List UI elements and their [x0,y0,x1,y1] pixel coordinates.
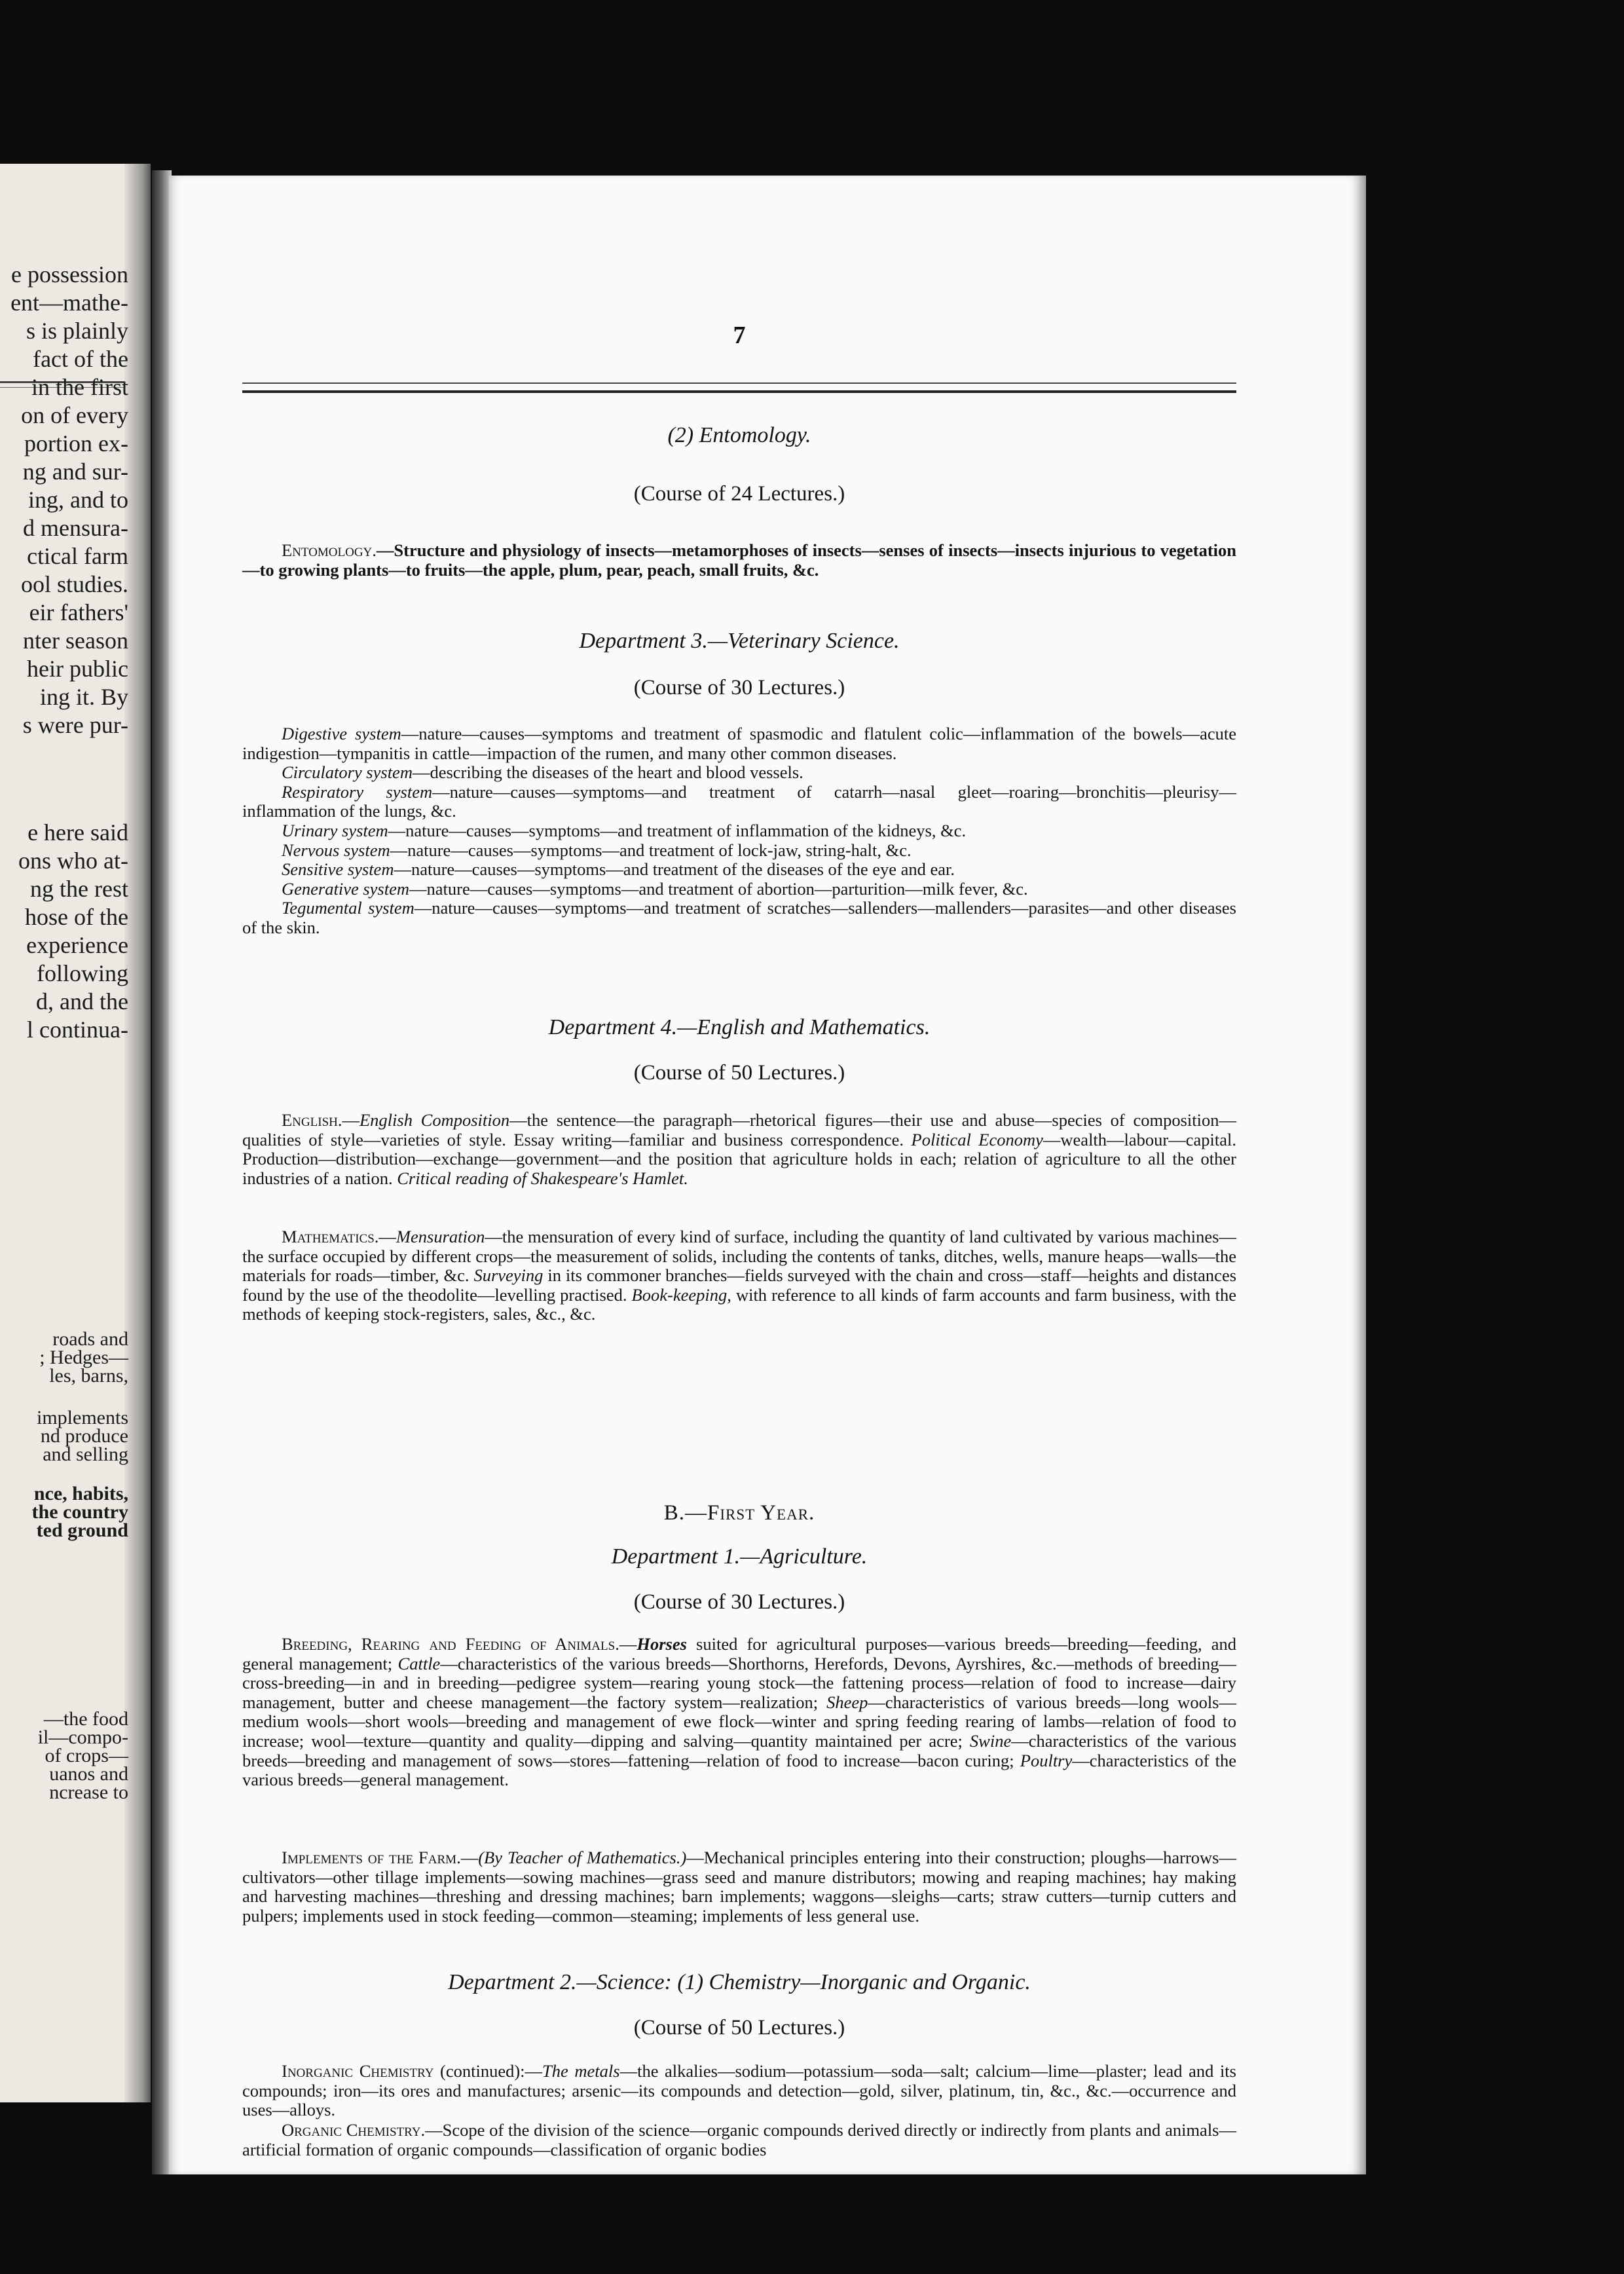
left-page-line: ons who at- [18,848,128,874]
english-text-composition: —the sentence—the paragraph—rhetorical figures—their use and abuse—species of composition—qualities of style—varieties of style. Essay writing—familiar and business correspondence. [242,1110,1236,1149]
organic-lead: Organic Chemistry. [282,2120,426,2140]
left-page-line: following [37,960,128,986]
left-page-line: hose of the [25,904,128,930]
dept3-item-term: Tegumental system [282,898,415,918]
left-page-line: fact of the [33,346,128,372]
left-page-line: ng and sur- [22,458,128,485]
implements-text: —Mechanical principles entering into their construction; ploughs—harrows—cultivators—other tillage implements—sowing machines—grass seed and manure distributors; mowing and reaping machines; hay making and harvesting machines—threshing and dressing machines; barn implements; waggons—sleighs—carts; straw cutters—turnip cutters and pulpers; implements used in stock feeding—common—steaming; implements of less general use. [242,1848,1236,1926]
dept3-item-text: —describing the diseases of the heart and blood vessels. [412,762,803,783]
dept3-item-text: —nature—causes—symptoms—and treatment of scratches—sallenders—mallenders—parasites—and other diseases of the skin. [242,898,1236,937]
organic-text: —Scope of the division of the science—organic compounds derived directly or indirectly from plants and animals—artificial formation of organic compounds—classification of organic bodies [242,2120,1236,2159]
math-text-mensuration: —the mensuration of every kind of surface, including the quantity of land cultivated by various machines—the surface occupied by different crops—the measurement of solids, including the contents of tanks, ditches, wells, manure heaps—walls—the materials for roads—timber, &c. [242,1227,1236,1286]
implements-note: (By Teacher of Mathematics.) [478,1848,687,1867]
inorganic-term-metals: The metals [542,2061,620,2081]
dept3-list [242,724,1236,938]
left-page-fragment [0,164,151,2102]
english-paragraph: English.—English Composition—the sentence—the paragraph—rhetorical figures—their use and abuse—species of composition—qualities of style—varieties of style. Essay writing—familiar and business correspondence. Political Economy—wealth—labour—capital. Production—distribution—exchange—government—and the position that agriculture holds in each; relation of agriculture to all the other industries of a nation. Critical reading of Shakespeare's Hamlet. [242,1110,1236,1188]
english-term-composition: English Composition [359,1110,510,1130]
breeding-text-1: suited for agricultural purposes—various breeds—breeding—feeding, and general management; [242,1634,1237,1673]
left-page-line: ng the rest [30,876,128,902]
dept3-item-term: Circulatory system [282,762,413,783]
dept3-item [242,880,1236,899]
left-page-line: eir fathers' [29,599,128,625]
breeding-sheep: Sheep [826,1692,868,1712]
dept3-item-text: —nature—causes—symptoms—and treatment of inflammation of the kidneys, &c. [388,820,967,840]
left-page-line: —the food [43,1708,128,1730]
implements-paragraph: Implements of the Farm.—(By Teacher of Mathematics.)—Mechanical principles entering into their construction; ploughs—harrows—cultivators—other tillage implements—sowing machines—grass seed and manure distributors; mowing and reaping machines; hay making and harvesting machines—threshing and dressing machines; barn implements; waggons—sleighs—carts; straw cutters—turnip cutters and pulpers; implements used in stock feeding—common—steaming; implements of less general use. [242,1848,1236,1926]
chemistry-course: (Course of 50 Lectures.) [633,2016,845,2040]
breeding-text-4: —characteristics of the various breeds—breeding and management of sows—stores—fattening—relation of food to increase—bacon curing; [242,1730,1237,1770]
breeding-text-5: —characteristics of the various breeds—general management. [242,1750,1237,1790]
left-page-line: s is plainly [26,318,128,344]
left-page-line: of crops— [45,1745,128,1766]
dept4-course: (Course of 50 Lectures.) [633,1061,845,1085]
left-page-line: nd produce [40,1425,128,1447]
english-lead: English. [282,1110,342,1130]
implements-lead: Implements of the Farm. [282,1848,461,1867]
left-page-line: e possession [11,261,128,288]
dept3-item-text: —nature—causes—symptoms—and treatment of the diseases of the eye and ear. [394,859,955,880]
breeding-horses: Horses [637,1634,687,1654]
left-page-line: l continua- [27,1016,128,1043]
dept3-item [242,763,1236,783]
entomology-course: (Course of 24 Lectures.) [633,482,845,506]
first-year-heading-text: B.—First Year. [663,1501,815,1525]
breeding-paragraph: Breeding, Rearing and Feeding of Animals.—Horses suited for agricultural purposes—various breeds—breeding—feeding, and general management; Cattle—characteristics of the various breeds—Shorthorns, Herefords, Devons, Ayrshires, &c.—methods of breeding—cross-breeding—in and in breeding—pedigree system—rearing young stock—the fattening process—relation of food to increase—dairy management, butter and cheese management—the factory system—realization; Sheep—characteristics of various breeds—long wools—medium wools—short wools—breeding and management of ewe flock—winter and spring feeding rearing of lambs—relation of food to increase; wool—texture—quantity and quality—dipping and salving—quantity maintained per acre; Swine—characteristics of the various breeds—breeding and management of sows—stores—fattening—relation of food to increase—bacon curing; Poultry—characteristics of the various breeds—general management. [242,1634,1237,1790]
left-page-line: heir public [27,656,128,682]
entomology-lead: Entomology. [282,540,377,560]
dept3-item-term: Digestive system [282,724,401,743]
left-page-line: ool studies. [20,571,128,597]
math-term-surveying: Surveying [473,1265,544,1286]
first-year-heading [242,1501,1236,1525]
left-page-line: s were pur- [22,712,128,738]
left-page-line: ted ground [36,1519,128,1541]
math-term-mensuration: Mensuration [396,1227,485,1246]
dept3-item [242,841,1236,861]
dept3-item-term: Respiratory system [282,781,433,802]
entomology-text: —Structure and physiology of insects—metamorphoses of insects—senses of insects—insects injurious to vegetation—to growing plants—to fruits—the apple, plum, pear, peach, small fruits, &c. [242,540,1236,580]
math-text-surveying: in its commoner branches—fields surveyed with the chain and cross—staff—heights and distances found by the use of the theodolite—levelling practised. [242,1265,1237,1305]
dept3-item-term: Urinary system [282,820,388,840]
inorganic-continued: (continued):— [440,2061,543,2081]
math-lead: Mathematics. [282,1227,379,1246]
dept3-item [242,899,1236,937]
left-page-line: ncrease to [49,1781,128,1803]
dept3-item [242,821,1236,841]
left-page-line: roads and [52,1328,128,1350]
breeding-swine: Swine [969,1730,1012,1751]
breeding-poultry: Poultry [1020,1750,1073,1770]
left-page-line: uanos and [49,1763,128,1785]
left-page-line: ing it. By [39,684,128,710]
left-page-line: ctical farm [27,543,128,569]
math-term-bookkeeping: Book-keeping, [631,1284,731,1305]
english-term-hamlet: Critical reading of Shakespeare's Hamlet. [397,1168,688,1188]
left-page-line: les, barns, [49,1365,128,1387]
left-page-line: on of every [21,402,128,428]
left-page-line: nce, habits, [33,1483,128,1504]
organic-paragraph [242,2121,1236,2159]
left-page-line: ent—mathe- [10,289,128,316]
breeding-text-2: —characteristics of the various breeds—Shorthorns, Herefords, Devons, Ayrshires, &c.—methods of breeding—cross-breeding—in and in breeding—pedigree system—rearing young stock—the fattening process—relation of food to increase—dairy management, butter and cheese management—the factory system—realization; [242,1653,1236,1712]
english-text-economy: —wealth—labour—capital. Production—distribution—exchange—government—and the position that agriculture holds in each; relation of agriculture to all the other industries of a nation. [242,1129,1236,1188]
agriculture-course: (Course of 30 Lectures.) [633,1590,845,1614]
dept3-title: Department 3.—Veterinary Science. [579,629,900,653]
breeding-text-3: —characteristics of various breeds—long wools—medium wools—short wools—breeding and management of ewe flock—winter and spring feeding rearing of lambs—relation of food to increase; wool—texture—quantity and quality—dipping and salving—quantity maintained per acre; [242,1692,1236,1751]
math-text-bookkeeping: with reference to all kinds of farm accounts and farm business, with the methods of keeping stock-registers, sales, &c., &c. [242,1284,1237,1324]
english-term-economy: Political Economy [911,1129,1043,1149]
inorganic-text: —the alkalies—sodium—potassium—soda—salt; calcium—lime—plaster; lead and its compounds; iron—its ores and manufactures; arsenic—its compounds and detection—gold, silver, platinum, tin, &c., &c.—occurrence and uses—alloys. [242,2061,1236,2120]
left-page-line: il—compo- [37,1726,128,1748]
left-page-line: d mensura- [23,515,128,541]
dept3-item [242,860,1236,880]
entomology-title: (2) Entomology. [667,423,811,447]
left-page-line: experience [26,932,128,958]
left-page-line: nter season [23,627,128,654]
dept3-item-term: Generative system [282,878,409,899]
agriculture-title: Department 1.—Agriculture. [611,1544,868,1569]
page-number: 7 [733,322,746,349]
inorganic-paragraph [242,2062,1236,2120]
dept3-item-text: —nature—causes—symptoms and treatment of spasmodic and flatulent colic—inflammation of the bowels—acute indigestion—tympanitis in cattle—impaction of the rumen, and many other common diseases. [242,724,1236,763]
mathematics-paragraph: Mathematics.—Mensuration—the mensuration of every kind of surface, including the quantity of land cultivated by various machines—the surface occupied by different crops—the measurement of solids, including the contents of tanks, ditches, wells, manure heaps—walls—the materials for roads—timber, &c. Surveying in its commoner branches—fields surveyed with the chain and cross—staff—heights and distances found by the use of the theodolite—levelling practised. Book-keeping, with reference to all kinds of farm accounts and farm business, with the methods of keeping stock-registers, sales, &c., &c. [242,1227,1237,1324]
dept3-item-text: —nature—causes—symptoms—and treatment of lock-jaw, string-halt, &c. [390,840,912,860]
chemistry-title: Department 2.—Science: (1) Chemistry—Inorganic and Organic. [448,1970,1031,1994]
dept3-item [242,724,1236,763]
dept3-item-term: Sensitive system [282,859,394,880]
left-page-line: and selling [43,1444,128,1465]
breeding-lead: Breeding, Rearing and Feeding of Animals. [282,1634,619,1654]
breeding-cattle: Cattle [397,1653,441,1673]
left-page-line: in the first [31,374,128,400]
entomology-paragraph [242,541,1236,580]
page-7 [169,176,1366,2174]
left-page-line: implements [37,1407,128,1428]
dept4-title: Department 4.—English and Mathematics. [548,1015,931,1039]
dept3-course: (Course of 30 Lectures.) [633,676,845,699]
left-page-line: the country [31,1501,128,1523]
inorganic-lead: Inorganic Chemistry [282,2061,434,2081]
left-page-line: ing, and to [28,487,128,513]
header-rule [242,382,1236,393]
left-page-line: d, and the [36,988,128,1015]
dept3-item [242,783,1236,821]
dept3-item-text: —nature—causes—symptoms—and treatment of abortion—parturition—milk fever, &c. [409,878,1028,899]
dept3-item-text: —nature—causes—symptoms—and treatment of catarrh—nasal gleet—roaring—bronchitis—pleurisy—inflammation of the lungs, &c. [242,781,1236,821]
left-page-line: ; Hedges— [39,1347,128,1368]
left-page-line: portion ex- [24,430,128,457]
left-page-line: e here said [28,819,128,846]
dept3-item-term: Nervous system [282,840,390,860]
left-page-gutter [124,164,151,2102]
